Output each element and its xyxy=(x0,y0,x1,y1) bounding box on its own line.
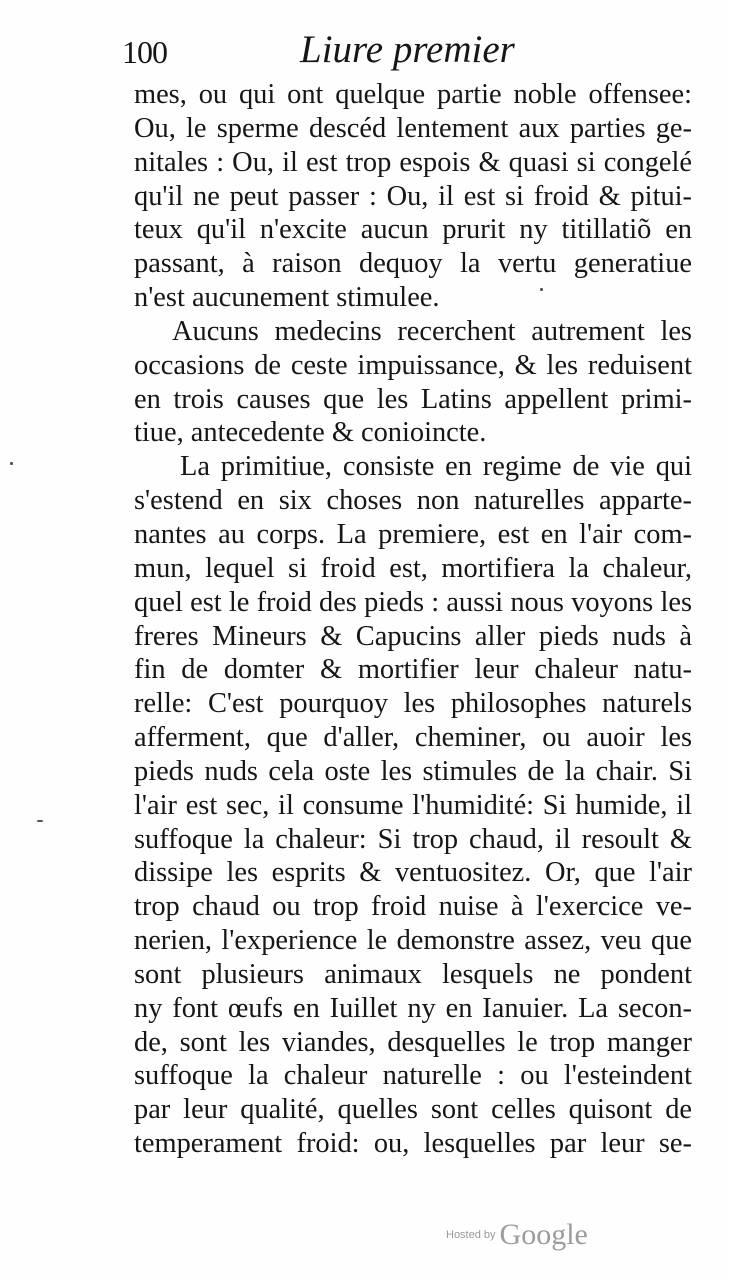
text-line: en trois causes que les Latins appellent primi- xyxy=(134,383,692,415)
text-line: dissipe les esprits & ventuositez. Or, que l'air xyxy=(134,857,692,889)
text-line: nerien, l'experience le demonstre assez, veu que xyxy=(134,925,692,957)
text-line: s'estend en six choses non naturelles apparte- xyxy=(134,485,692,517)
text-line: l'air est sec, il consume l'humidité: Si humide, il xyxy=(134,789,692,821)
text-line: suffoque la chaleur: Si trop chaud, il resoult & xyxy=(134,823,692,855)
text-line: nantes au corps. La premiere, est en l'air com- xyxy=(134,518,692,550)
text-line: relle: C'est pourquoy les philosophes naturels xyxy=(134,688,692,720)
page-number: 100 xyxy=(122,34,167,70)
hosted-by-label: Hosted by xyxy=(446,1229,496,1241)
text-line: temperament froid: ou, lesquelles par leur se- xyxy=(134,1128,692,1160)
text-line: par leur qualité, quelles sont celles quisont de xyxy=(134,1094,692,1126)
margin-speck xyxy=(540,288,543,291)
text-line: teux qu'il n'excite aucun prurit ny titillatiõ en xyxy=(134,214,692,246)
text-line: occasions de ceste impuissance, & les reduisent xyxy=(134,349,692,381)
google-wordmark: Google xyxy=(499,1218,588,1251)
text-line: sont plusieurs animaux lesquels ne pondent xyxy=(134,958,692,990)
text-line: pieds nuds cela oste les stimules de la chair. Si xyxy=(134,755,692,787)
text-line: mes, ou qui ont quelque partie noble offensee: xyxy=(134,79,692,110)
text-line: Ou, le sperme descéd lentement aux parties ge- xyxy=(134,112,692,144)
text-line: n'est aucunement stimulee. xyxy=(134,282,440,314)
running-title: Liure premier xyxy=(300,28,515,71)
hosted-by-google-watermark xyxy=(446,1218,588,1252)
text-line: suffoque la chaleur naturelle : ou l'esteindent xyxy=(134,1060,692,1092)
margin-speck xyxy=(10,462,13,465)
text-line: ny font œufs en Iuillet ny en Ianuier. La secon- xyxy=(134,992,692,1024)
text-line: Aucuns medecins recerchent autrement les xyxy=(172,315,692,347)
text-line: passant, à raison dequoy la vertu generatiue xyxy=(134,248,692,280)
text-line: trop chaud ou trop froid nuise à l'exercice ve- xyxy=(134,891,692,923)
text-line: de, sont les viandes, desquelles le trop manger xyxy=(134,1026,692,1058)
text-line: afferment, que d'aller, cheminer, ou auoir les xyxy=(134,722,692,754)
text-line: tiue, antecedente & conioincte. xyxy=(134,417,487,449)
margin-speck xyxy=(37,820,43,822)
text-line: mun, lequel si froid est, mortifiera la chaleur, xyxy=(134,552,692,584)
text-line: La primitiue, consiste en regime de vie qui xyxy=(180,451,692,483)
text-line: qu'il ne peut passer : Ou, il est si froid & pitui- xyxy=(134,180,692,212)
body-text xyxy=(134,78,692,1161)
text-line: fin de domter & mortifier leur chaleur natu- xyxy=(134,654,692,686)
text-line: nitales : Ou, il est trop espois & quasi si congelé xyxy=(134,146,692,178)
text-line: freres Mineurs & Capucins aller pieds nuds à xyxy=(134,620,692,652)
text-line: quel est le froid des pieds : aussi nous voyons les xyxy=(134,586,692,618)
